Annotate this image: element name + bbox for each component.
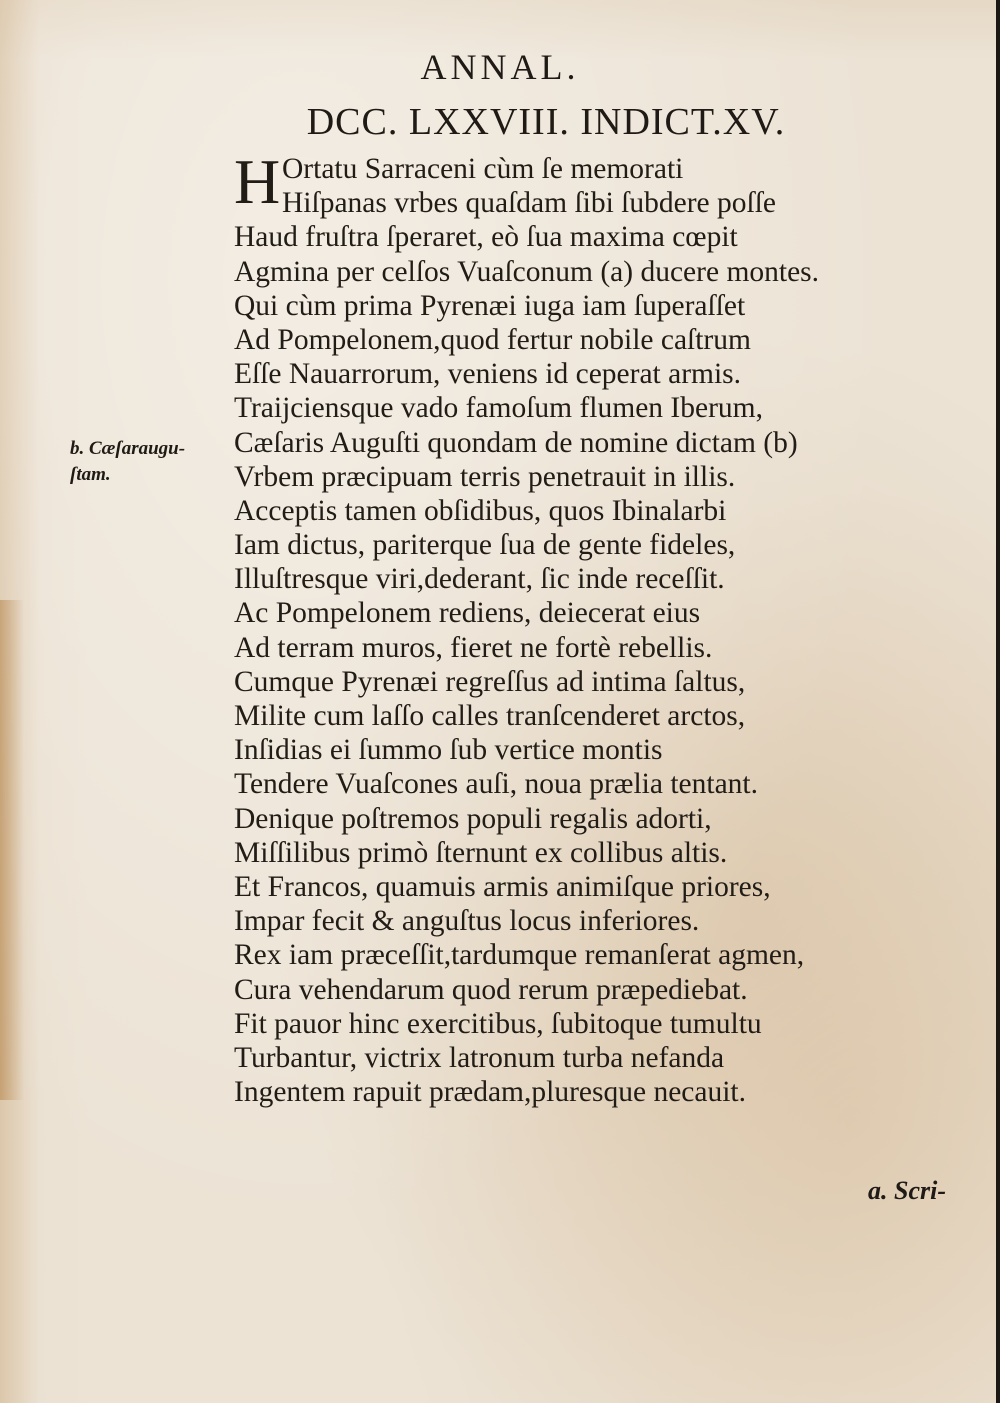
- verse-line: Miſſilibus primò ſternunt ex collibus altis.: [234, 836, 728, 869]
- marginal-note-line: ſtam.: [70, 464, 111, 485]
- verse-block: [234, 146, 934, 1109]
- marginal-note-line: b. Cæſaraugu-: [70, 438, 186, 459]
- verse-line: Iam dictus, pariterque ſua de gente fideles,: [234, 529, 736, 562]
- verse-line: Ad terram muros, fieret ne fortè rebellis.: [234, 631, 713, 664]
- page-edge: [996, 0, 1000, 1403]
- year-heading: DCC. LXXVIII. INDICT.XV.: [306, 101, 786, 143]
- verse-line: Ingentem rapuit prædam,pluresque necauit.: [234, 1076, 746, 1109]
- verse-line: Eſſe Nauarrorum, veniens id ceperat armis.: [234, 358, 742, 391]
- verse-line: Et Francos, quamuis armis animiſque priores,: [234, 870, 771, 903]
- verse-line: Cura vehendarum quod rerum præpediebat.: [234, 973, 748, 1006]
- verse-line: Milite cum laſſo calles tranſcenderet arctos,: [234, 700, 746, 732]
- catchword: a. Scri-: [868, 1176, 946, 1205]
- verse-line: Rex iam præceſſit,tardumque remanſerat agmen,: [234, 939, 805, 972]
- running-head: ANNAL.: [420, 47, 580, 87]
- verse-line: Ac Pompelonem rediens, deiecerat eius: [234, 597, 701, 630]
- verse-line: Acceptis tamen obſidibus, quos Ibinalarbi: [234, 494, 727, 527]
- verse-line: Ad Pompelonem,quod fertur nobile caſtrum: [234, 323, 751, 356]
- verse-line: Vrbem præcipuam terris penetrauit in illis.: [234, 460, 736, 493]
- verse-line: Inſidias ei ſummo ſub vertice montis: [234, 734, 663, 767]
- verse-line: Haud fruſtra ſperaret, eò ſua maxima cœpit: [234, 221, 738, 254]
- verse-line: Ortatu Sarraceni cùm ſe memorati: [282, 153, 684, 185]
- marginal-note: [70, 436, 230, 488]
- drop-capital: H: [234, 146, 281, 217]
- verse-line: Hiſpanas vrbes quaſdam ſibi ſubdere poſſe: [282, 187, 776, 220]
- verse-line: Cumque Pyrenæi regreſſus ad intima ſaltus,: [234, 665, 746, 698]
- verse-line: Denique poſtremos populi regalis adorti,: [234, 802, 712, 835]
- verse-line: Traijciensque vado famoſum flumen Iberum,: [234, 392, 763, 425]
- verse-line: Tendere Vuaſcones auſi, noua prælia tentant.: [234, 768, 758, 801]
- verse-line: Impar fecit & anguſtus locus inferiores.: [234, 905, 700, 938]
- verse-line: Turbantur, victrix latronum turba nefanda: [234, 1041, 725, 1074]
- verse-line: Fit pauor hinc exercitibus, ſubitoque tumultu: [234, 1007, 762, 1040]
- verse-line: Illuſtresque viri,dederant, ſic inde receſſit.: [234, 563, 725, 596]
- verse-line: Cæſaris Auguſti quondam de nomine dictam (b): [234, 426, 798, 459]
- page-stain: [0, 600, 24, 1100]
- verse-line: Agmina per celſos Vuaſconum (a) ducere montes.: [234, 255, 820, 288]
- verse-line: Qui cùm prima Pyrenæi iuga iam ſuperaſſet: [234, 289, 746, 322]
